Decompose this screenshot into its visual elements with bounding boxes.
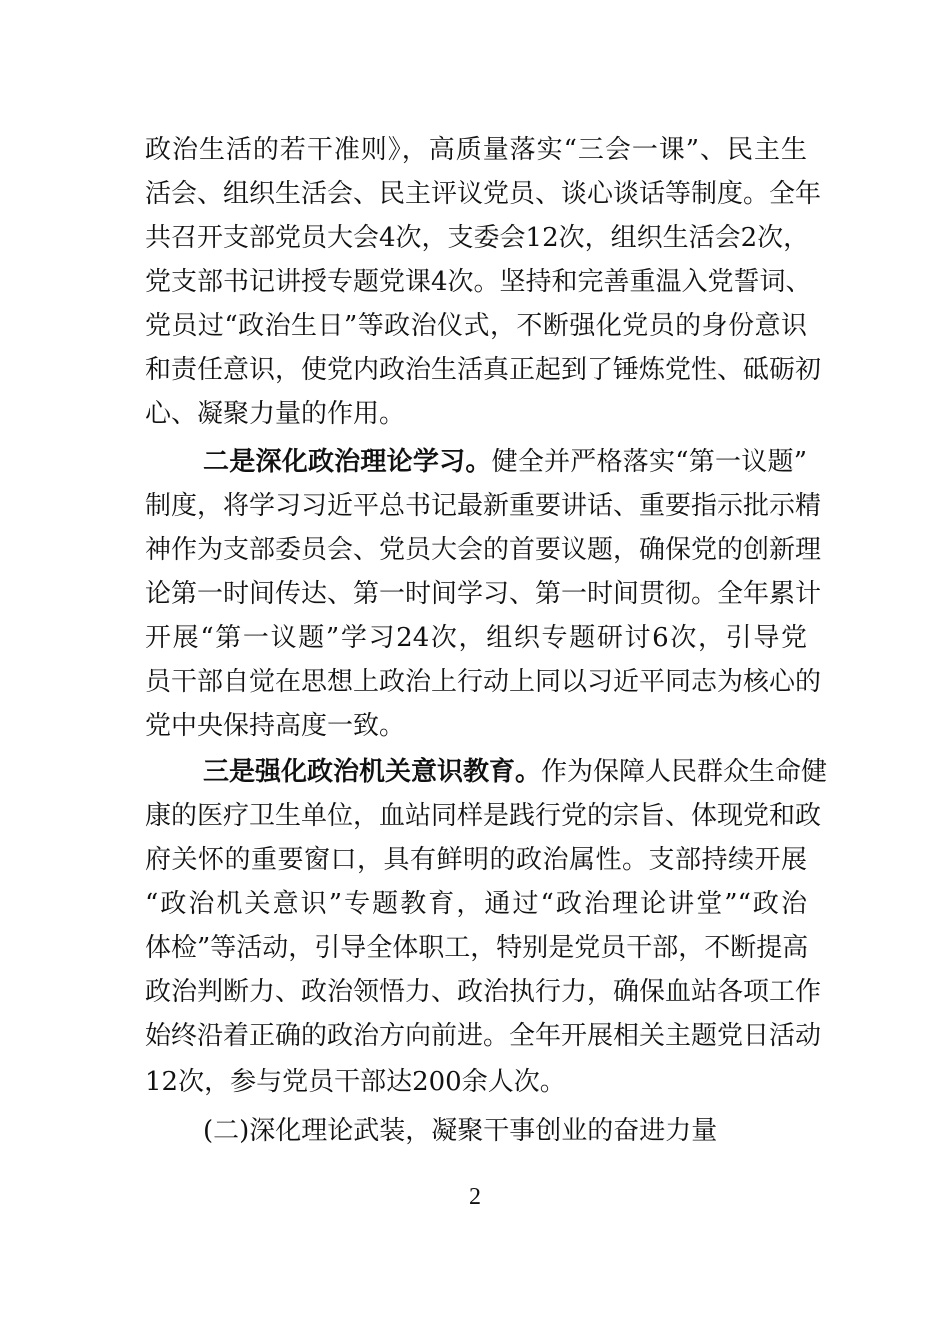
paragraph-line: 党员过“政治生日”等政治仪式，不断强化党员的身份意识 <box>145 311 807 341</box>
paragraph-text: 健全并严格落实“第一议题” <box>491 447 807 477</box>
page-number: 2 <box>469 1184 481 1210</box>
paragraph-line: 开展“第一议题”学习24次，组织专题研讨6次，引导党 <box>145 623 807 653</box>
section-heading: (二)深化理论武装，凝聚干事创业的奋进力量 <box>203 1116 718 1146</box>
paragraph-text: 作为保障人民群众生命健 <box>541 757 828 787</box>
paragraph-line: 共召开支部党员大会4次，支委会12次，组织生活会2次， <box>145 223 810 253</box>
paragraph-lead: 二是深化政治理论学习。 <box>203 447 492 477</box>
paragraph-line: 心、凝聚力量的作用。 <box>145 399 406 429</box>
paragraph-line: 论第一时间传达、第一时间学习、第一时间贯彻。全年累计 <box>145 579 822 609</box>
paragraph-line: 党中央保持高度一致。 <box>145 711 406 741</box>
paragraph-line: 府关怀的重要窗口，具有鲜明的政治属性。支部持续开展 <box>145 845 807 875</box>
paragraph-line: 神作为支部委员会、党员大会的首要议题，确保党的创新理 <box>145 535 822 565</box>
paragraph-first-line <box>203 750 828 794</box>
paragraph-line: 员干部自觉在思想上政治上行动上同以习近平同志为核心的 <box>145 667 822 697</box>
paragraph-line: 政治生活的若干准则》，高质量落实“三会一课”、民主生 <box>145 135 807 165</box>
paragraph-line: 和责任意识，使党内政治生活真正起到了锤炼党性、砥砺初 <box>145 355 822 385</box>
paragraph-line: 党支部书记讲授专题党课4次。坚持和完善重温入党誓词、 <box>145 267 812 297</box>
paragraph-line: 政治判断力、政治领悟力、政治执行力，确保血站各项工作 <box>145 977 822 1007</box>
paragraph-line: 始终沿着正确的政治方向前进。全年开展相关主题党日活动 <box>145 1021 822 1051</box>
paragraph-line: 活会、组织生活会、民主评议党员、谈心谈话等制度。全年 <box>145 179 822 209</box>
paragraph-line: 12次，参与党员干部达200余人次。 <box>145 1067 566 1097</box>
paragraph-line: 康的医疗卫生单位，血站同样是践行党的宗旨、体现党和政 <box>145 801 822 831</box>
paragraph-line: “政治机关意识”专题教育，通过“政治理论讲堂”“政治 <box>145 889 807 919</box>
paragraph-line: 制度，将学习习近平总书记最新重要讲话、重要指示批示精 <box>145 491 822 521</box>
paragraph-first-line <box>203 440 807 484</box>
paragraph-lead: 三是强化政治机关意识教育。 <box>203 757 542 787</box>
paragraph-line: 体检”等活动，引导全体职工，特别是党员干部，不断提高 <box>145 933 809 963</box>
